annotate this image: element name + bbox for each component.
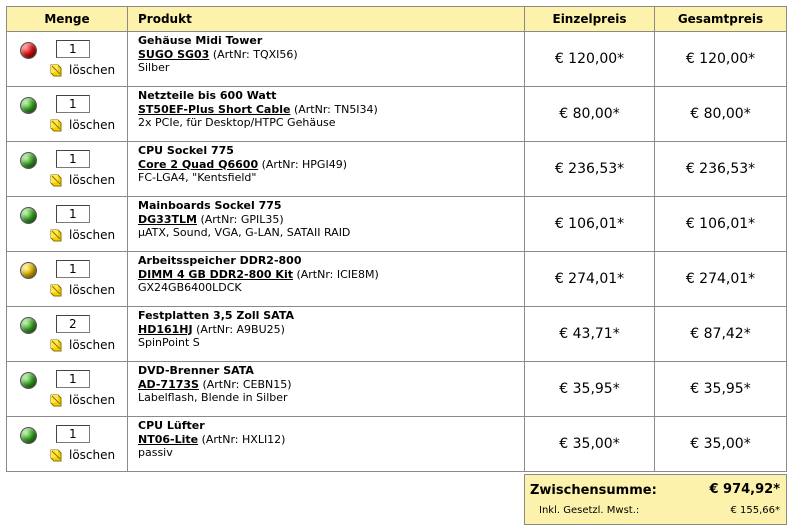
quantity-input[interactable]: [56, 425, 90, 443]
unit-price: € 35,00*: [525, 417, 655, 471]
cart-row: [6, 252, 787, 307]
cart-row: [6, 197, 787, 252]
delete-icon: [50, 339, 62, 352]
header-produkt: Produkt: [128, 7, 525, 31]
total-price: € 106,01*: [685, 216, 756, 232]
product-category: DVD-Brenner SATA: [138, 364, 254, 377]
unit-price: € 35,95*: [525, 362, 655, 416]
cart-row: [6, 362, 787, 417]
status-light-icon: [20, 262, 37, 279]
product-category: Arbeitsspeicher DDR2-800: [138, 254, 302, 267]
product-category: CPU Lüfter: [138, 419, 205, 432]
delete-link[interactable]: [50, 393, 115, 407]
product-category: Gehäuse Midi Tower: [138, 34, 263, 47]
status-light-icon: [20, 317, 37, 334]
total-price: € 87,42*: [690, 326, 751, 342]
quantity-cell: [7, 252, 128, 306]
product-description: SpinPoint S: [138, 336, 200, 349]
delete-label: löschen: [69, 118, 116, 132]
quantity-cell: [7, 362, 128, 416]
delete-link[interactable]: [50, 448, 115, 462]
unit-price: € 120,00*: [525, 32, 655, 86]
vat-label: Inkl. Gesetzl. Mwst.:: [539, 505, 640, 516]
delete-icon: [50, 119, 62, 132]
delete-link[interactable]: [50, 228, 115, 242]
total-price: € 120,00*: [685, 51, 756, 67]
product-cell: [128, 32, 525, 86]
product-category: Festplatten 3,5 Zoll SATA: [138, 309, 295, 322]
product-category: Netzteile bis 600 Watt: [138, 89, 277, 102]
cart-row: [6, 87, 787, 142]
unit-price: € 236,53*: [525, 142, 655, 196]
product-category: CPU Sockel 775: [138, 144, 234, 157]
delete-icon: [50, 284, 62, 297]
cart-row: [6, 142, 787, 197]
header-gesamtpreis: Gesamtpreis: [677, 12, 764, 26]
product-link[interactable]: AD-7173S: [138, 377, 199, 391]
delete-link[interactable]: [50, 283, 115, 297]
total-price: € 236,53*: [685, 161, 756, 177]
delete-icon: [50, 229, 62, 242]
vat-value: € 155,66*: [730, 505, 780, 516]
quantity-input[interactable]: [56, 95, 90, 113]
status-light-icon: [20, 207, 37, 224]
delete-label: löschen: [69, 283, 116, 297]
subtotal-label: Zwischensumme:: [530, 483, 657, 498]
status-light-icon: [20, 427, 37, 444]
status-light-icon: [20, 152, 37, 169]
delete-icon: [50, 449, 62, 462]
quantity-cell: [7, 142, 128, 196]
product-cell: [128, 362, 525, 416]
delete-label: löschen: [69, 393, 116, 407]
header-einzelpreis: Einzelpreis: [525, 7, 655, 31]
product-link[interactable]: ST50EF-Plus Short Cable: [138, 102, 291, 116]
totals-box: [524, 474, 787, 525]
product-description: FC-LGA4, "Kentsfield": [138, 171, 257, 184]
delete-label: löschen: [69, 173, 116, 187]
delete-link[interactable]: [50, 118, 115, 132]
product-artnr: (ArtNr: A9BU25): [196, 322, 285, 336]
delete-label: löschen: [69, 448, 116, 462]
unit-price: € 274,01*: [525, 252, 655, 306]
product-cell: [128, 197, 525, 251]
product-cell: [128, 307, 525, 361]
delete-icon: [50, 64, 62, 77]
product-artnr: (ArtNr: ICIE8M): [296, 267, 379, 281]
total-price: € 80,00*: [690, 106, 751, 122]
product-artnr: (ArtNr: HPGI49): [261, 157, 347, 171]
delete-icon: [50, 394, 62, 407]
cart-header-row: [6, 6, 787, 32]
delete-label: löschen: [69, 63, 116, 77]
product-link[interactable]: SUGO SG03: [138, 47, 210, 61]
quantity-cell: [7, 197, 128, 251]
delete-link[interactable]: [50, 63, 115, 77]
quantity-cell: [7, 87, 128, 141]
subtotal-value: € 974,92*: [709, 482, 780, 497]
product-description: Silber: [138, 61, 170, 74]
quantity-input[interactable]: [56, 150, 90, 168]
unit-price: € 80,00*: [525, 87, 655, 141]
quantity-cell: [7, 307, 128, 361]
product-artnr: (ArtNr: GPIL35): [200, 212, 284, 226]
delete-link[interactable]: [50, 338, 115, 352]
cart-row: [6, 307, 787, 362]
product-cell: [128, 252, 525, 306]
product-cell: [128, 417, 525, 471]
unit-price: € 43,71*: [525, 307, 655, 361]
product-description: Labelflash, Blende in Silber: [138, 391, 288, 404]
delete-link[interactable]: [50, 173, 115, 187]
total-price: € 35,95*: [690, 381, 751, 397]
product-category: Mainboards Sockel 775: [138, 199, 282, 212]
product-link[interactable]: NT06-Lite: [138, 432, 199, 446]
product-cell: [128, 142, 525, 196]
cart-row: [6, 417, 787, 472]
quantity-input[interactable]: [56, 40, 90, 58]
product-link[interactable]: DIMM 4 GB DDR2-800 Kit: [138, 267, 293, 281]
status-light-icon: [20, 97, 37, 114]
cart-table: [6, 6, 787, 472]
product-description: µATX, Sound, VGA, G-LAN, SATAII RAID: [138, 226, 351, 239]
header-menge: Menge: [7, 7, 128, 31]
product-link[interactable]: DG33TLM: [138, 212, 197, 226]
total-price: € 35,00*: [690, 436, 751, 452]
quantity-input[interactable]: [56, 205, 90, 223]
quantity-input[interactable]: [56, 370, 90, 388]
delete-label: löschen: [69, 338, 116, 352]
quantity-cell: [7, 417, 128, 471]
product-link[interactable]: HD161HJ: [138, 322, 193, 336]
total-price: € 274,01*: [685, 271, 756, 287]
unit-price: € 106,01*: [525, 197, 655, 251]
product-artnr: (ArtNr: TN5I34): [293, 102, 378, 116]
delete-label: löschen: [69, 228, 116, 242]
status-light-icon: [20, 42, 37, 59]
quantity-input[interactable]: [56, 315, 90, 333]
quantity-cell: [7, 32, 128, 86]
product-description: passiv: [138, 446, 173, 459]
status-light-icon: [20, 372, 37, 389]
product-description: GX24GB6400LDCK: [138, 281, 242, 294]
product-link[interactable]: Core 2 Quad Q6600: [138, 157, 259, 171]
quantity-input[interactable]: [56, 260, 90, 278]
product-artnr: (ArtNr: CEBN15): [202, 377, 292, 391]
delete-icon: [50, 174, 62, 187]
cart-row: [6, 32, 787, 87]
product-cell: [128, 87, 525, 141]
product-artnr: (ArtNr: TQXI56): [212, 47, 298, 61]
product-artnr: (ArtNr: HXLI12): [201, 432, 286, 446]
product-description: 2x PCIe, für Desktop/HTPC Gehäuse: [138, 116, 336, 129]
